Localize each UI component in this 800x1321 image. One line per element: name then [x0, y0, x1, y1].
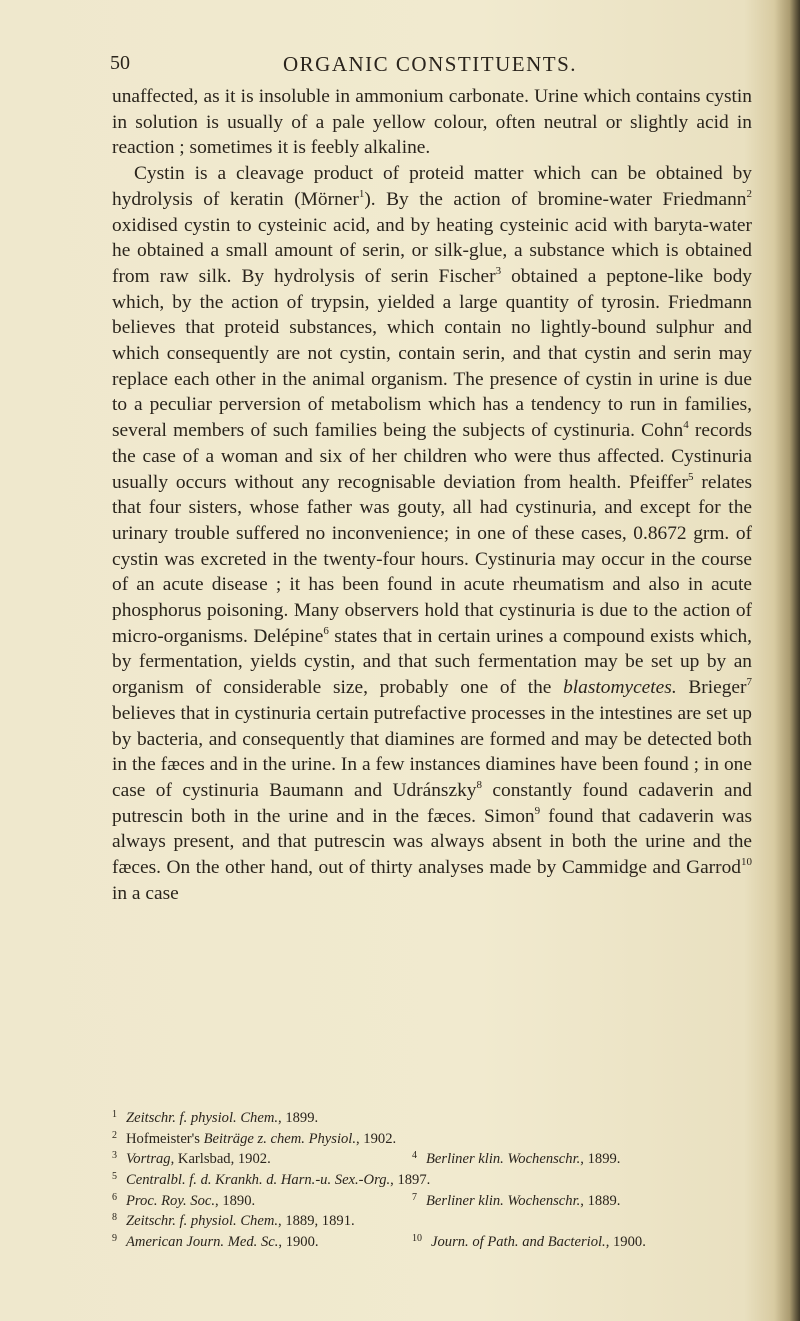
footnotes [112, 1105, 752, 1250]
footnote: $^3$ Vortrag, Karlsbad, 1902. [112, 1150, 271, 1168]
footnote-row [112, 1105, 752, 1126]
text-run: ). By the action of bromine-water Friedmann [364, 188, 747, 210]
page-title: ORGANIC CONSTITUENTS. [283, 52, 577, 76]
running-head [110, 52, 750, 80]
footnote-ref: 8 [476, 778, 482, 791]
paragraph [112, 161, 752, 906]
footnote-ref: 4 [683, 419, 689, 432]
footnote: $^9$ American Journ. Med. Sc., 1900. [112, 1233, 319, 1251]
page-spine-shadow [774, 0, 800, 1321]
page-number: 50 [110, 52, 130, 74]
text-run: constantly found cadaverin and putrescin both in the urine and in the fæces. Simon [112, 779, 752, 827]
footnote-ref: 5 [688, 470, 694, 483]
footnote-ref: 9 [534, 804, 541, 817]
footnote-row [112, 1188, 752, 1209]
footnote-ref: 1 [358, 187, 365, 200]
paragraph [112, 84, 752, 161]
text-run: Cystin is a cleavage product of proteid matter which can be obtained by hydrolysis of keratin (Mörner [112, 163, 752, 210]
footnote-row [112, 1146, 752, 1167]
footnote: $^5$ Centralbl. f. d. Krankh. d. Harn.-u. Sex.-Org., 1897. [112, 1171, 431, 1189]
italic-term: blastomycetes. [563, 677, 677, 699]
footnote: $^7$ Berliner klin. Wochenschr., 1889. [412, 1191, 621, 1209]
footnote-row [112, 1126, 752, 1147]
footnote-row [112, 1229, 752, 1250]
footnote-row [112, 1167, 752, 1188]
footnote-ref: 2 [746, 187, 752, 200]
text-run: records the case of a woman and six of her children who were thus affected. Cystinuria usually occurs without any recognisable deviation from health. Pfeiffer [112, 420, 752, 493]
footnote: $^2$ Hofmeister's Beiträge z. chem. Physiol., 1902. [112, 1129, 397, 1147]
footnote: $^1$ Zeitschr. f. physiol. Chem., 1899. [112, 1109, 319, 1126]
body-text [112, 84, 752, 907]
footnote-row [112, 1208, 752, 1229]
footnote: $^{10}$ Journ. of Path. and Bacteriol., 1900. [412, 1233, 646, 1251]
text-run: believes that in cystinuria certain putrefactive processes in the intestines are set up by bacteria, and consequently that diamines are formed and may be detected both in the fæces and in the urine. In a few instances diamines have been found ; in one case of cystinuria Baumann and Udránszky [112, 702, 752, 801]
footnote-ref: 7 [746, 676, 752, 689]
text-run: states that in certain urines a compound exists which, by fermentation, yields cystin, and that such fermentation may be set up by an organism of considerable size, probably one of the [112, 625, 753, 699]
text-run: unaffected, as it is insoluble in ammonium carbonate. Urine which contains cystin in solution is usually of a pale yellow colour, often neutral or slightly acid in reaction ; sometimes it is feebly alkaline. [112, 86, 752, 159]
footnote-ref: 6 [323, 624, 329, 637]
text-run: Brieger [676, 677, 747, 699]
text-run: relates that four sisters, whose father was gouty, all had cystinuria, and except for the urinary trouble suffered no inconvenience; in one of these cases, 0.8672 grm. of cystin was excreted in the twenty-four hours. Cystinuria may occur in the course of an acute disease ; it has been found in acute rheumatism and also in acute phosphorus poisoning. Many observers hold that cystinuria is due to the action of micro-organisms. Delépine [112, 471, 752, 647]
footnote: $^4$ Berliner klin. Wochenschr., 1899. [412, 1150, 621, 1168]
footnote-ref: 3 [495, 264, 502, 277]
text-run: obtained a peptone-like body which, by the action of trypsin, yielded a large quantity of tyrosin. Friedmann believes that proteid substances, which contain no lightly-bound sulphur and which consequently are not cystin, contain serin, and that cystin and serin may replace each other in the animal organism. The presence of cystin in urine is due to a peculiar perversion of metabolism which has a tendency to run in families, several members of such families being the subjects of cystinuria. Cohn [112, 265, 752, 442]
text-run: found that cadaverin was always present, and that putrescin was always absent in both the urine and the fæces. On the other hand, out of thirty analyses made by Cammidge and Garrod [112, 805, 752, 879]
footnote: $^6$ Proc. Roy. Soc., 1890. [112, 1191, 256, 1209]
text-run: oxidised cystin to cysteinic acid, and by heating cysteinic acid with baryta-water he obtained a small amount of serin, or silk-glue, a substance which is obtained from raw silk. By hydrolysis of serin Fischer [112, 214, 752, 287]
text-run: in a case [112, 882, 179, 904]
footnote-ref: 10 [741, 856, 752, 869]
footnote: $^8$ Zeitschr. f. physiol. Chem., 1889, 1891. [112, 1212, 355, 1230]
